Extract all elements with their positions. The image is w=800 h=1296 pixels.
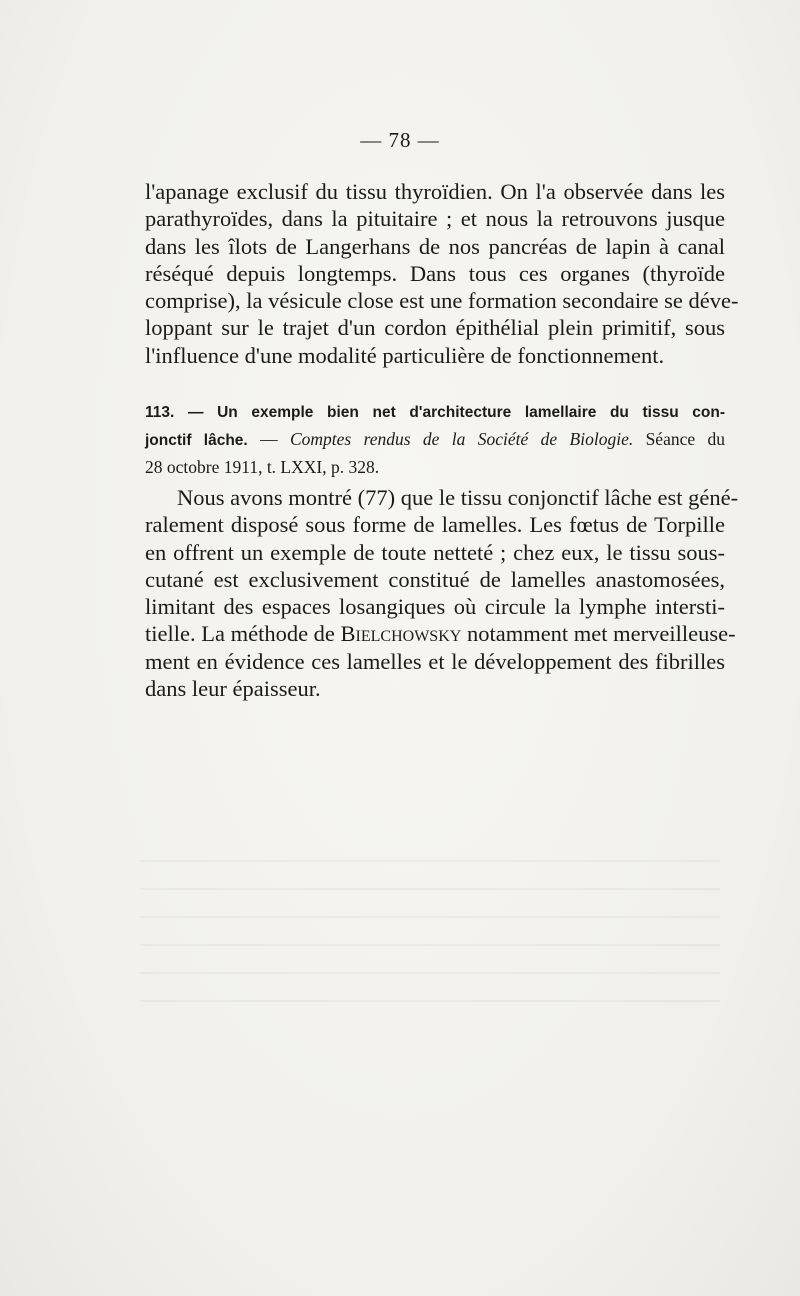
- reference-dash: —: [247, 429, 290, 449]
- reference-line: [145, 398, 725, 426]
- reference-session: Séance du: [633, 429, 725, 449]
- text-line: comprise), la vésicule close est une formation secondaire se déve-: [145, 288, 739, 314]
- text-line: l'influence d'une modalité particulière de fonctionnement.: [145, 342, 665, 368]
- text-line: parathyroïdes, dans la pituitaire ; et nous la retrouvons jusque: [145, 206, 725, 232]
- reference-journal: Comptes rendus de la Société de Biologie.: [289, 429, 634, 449]
- text-line: limitant des espaces losangiques où circule la lymphe intersti-: [145, 594, 725, 620]
- author-name: Bielchowsky: [340, 621, 462, 647]
- text-line: dans leur épaisseur.: [145, 676, 321, 702]
- text-line: loppant sur le trajet d'un cordon épithélial plein primitif, sous: [145, 315, 725, 341]
- paragraph-continuation: [145, 178, 739, 369]
- bibliographic-reference: [145, 398, 725, 480]
- reference-title-continued: jonctif lâche.: [145, 432, 248, 449]
- text-line: cutané est exclusivement constitué de lamelles anastomosées,: [145, 566, 725, 592]
- text-line: l'apanage exclusif du tissu thyroïdien. On l'a observée dans les: [145, 179, 725, 204]
- reference-line: [145, 426, 725, 454]
- text-line: en offrent un exemple de toute netteté ; chez eux, le tissu sous-: [145, 539, 725, 565]
- text-line: Nous avons montré (77) que le tissu conjonctif lâche est géné-: [177, 485, 739, 510]
- text-fragment: notamment met merveilleuse-: [461, 621, 736, 647]
- page-number: — 78 —: [360, 128, 440, 152]
- reference-line: 28 octobre 1911, t. LXXI, p. 328.: [145, 457, 380, 477]
- text-line: [145, 620, 736, 647]
- text-line: ralement disposé sous forme de lamelles. Les fœtus de Torpille: [145, 512, 725, 538]
- reference-number: 113.: [145, 404, 175, 421]
- text-line: réséqué depuis longtemps. Dans tous ces organes (thyroïde: [145, 260, 725, 286]
- text-fragment: tielle. La méthode de: [145, 621, 341, 647]
- paragraph-body: [145, 484, 739, 702]
- reference-title: — Un exemple bien net d'architecture lamellaire du tissu con-: [188, 404, 726, 421]
- show-through-texture: [140, 860, 720, 1020]
- text-line: dans les îlots de Langerhans de nos pancréas de lapin à canal: [145, 233, 725, 259]
- text-line: ment en évidence ces lamelles et le développement des fibrilles: [145, 648, 725, 674]
